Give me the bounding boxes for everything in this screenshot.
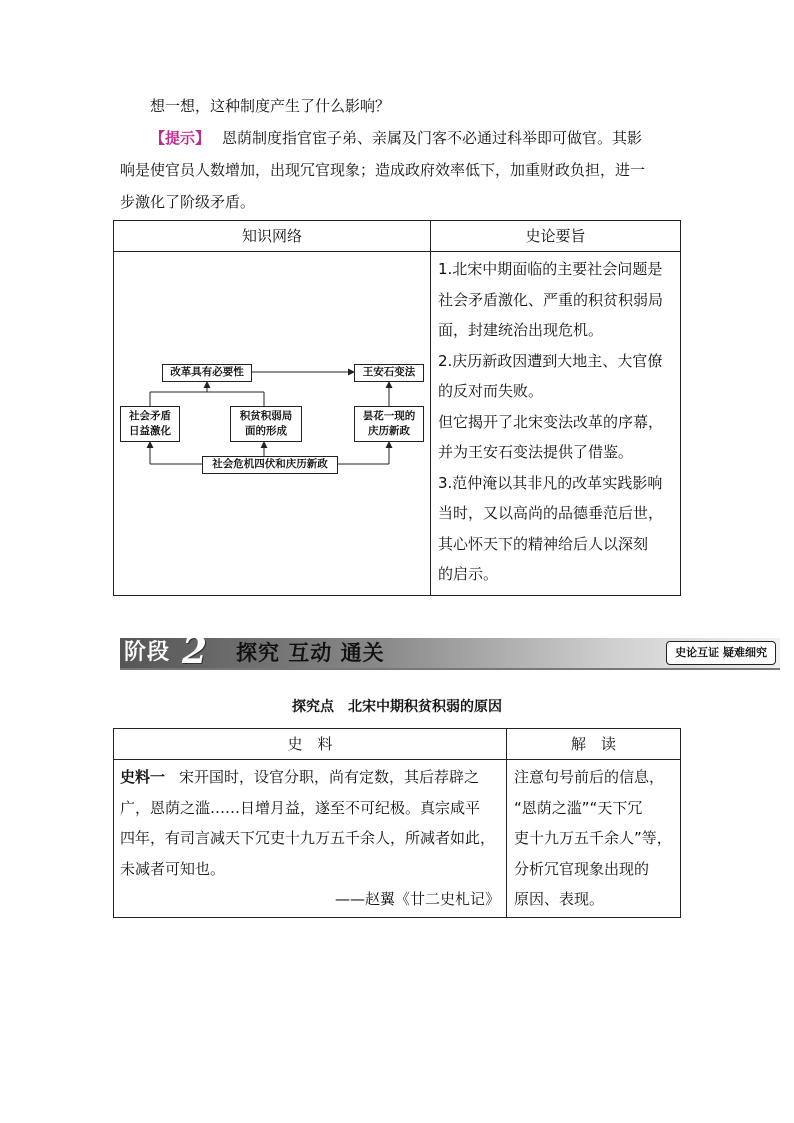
box-reform-necessary: 改革具有必要性	[162, 364, 252, 382]
knowledge-diagram	[114, 252, 430, 595]
box-qingli-reform-line1: 昙花一现的	[362, 410, 416, 422]
box-wang-anshi-reform: 王安石变法	[354, 364, 424, 382]
point-1-line-1: 1.北宋中期面临的主要社会问题是	[438, 260, 663, 278]
box-qingli-reform	[354, 406, 424, 442]
source-label: 史料一	[120, 768, 166, 786]
box-poverty-weakness	[230, 406, 302, 442]
box-social-crisis: 社会危机四伏和庆历新政	[202, 456, 338, 474]
key-points-text	[438, 254, 674, 590]
summary-header-points: 史论要旨	[431, 221, 681, 252]
banner-number: 2	[182, 630, 208, 672]
interpretation-line-4: 分析冗官现象出现的	[514, 859, 650, 878]
point-1-line-3: 面，封建统治出现危机。	[438, 321, 604, 339]
point-2-line-1: 2.庆历新政因遭到大地主、大官僚	[438, 351, 663, 370]
source-line-1	[120, 762, 500, 793]
source-cell	[114, 760, 507, 918]
source-line-2: 广，恩荫之滥……日增月益，遂至不可纪极。真宗咸平	[120, 798, 481, 817]
inquiry-title: 探究点 北宋中期积贫积弱的原因	[292, 699, 502, 715]
point-3-line-2: 当时，又以高尚的品德垂范后世，	[438, 504, 664, 522]
box-qingli-reform-line2: 庆历新政	[368, 425, 410, 437]
knowledge-network-cell	[114, 252, 431, 596]
banner-title: 探究 互动 通关	[236, 640, 385, 665]
hint-text-1: 恩荫制度指官宦子弟、亲属及门客不必通过科举即可做官。其影	[222, 129, 643, 147]
hint-tag: 【提示】	[150, 129, 211, 147]
banner-label: 阶段	[124, 640, 171, 665]
hint-line-2: 响是使官员人数增加，出现冗官现象；造成政府效率低下，加重财政负担，进一	[120, 161, 646, 179]
inquiry-header-interpretation: 解 读	[507, 729, 681, 760]
summary-header-network: 知识网络	[114, 221, 431, 252]
box-poverty-weakness-line1: 积贫积弱局	[239, 410, 293, 422]
summary-table	[113, 220, 681, 596]
source-line-4: 未减者可知也。	[120, 859, 226, 878]
interpretation-line-1: 注意句号前后的信息，	[514, 768, 665, 786]
point-3-line-1: 3.范仲淹以其非凡的改革实践影响	[438, 473, 663, 492]
stage-banner	[120, 630, 780, 672]
source-citation: ——赵翼《廿二史札记》	[334, 890, 500, 908]
interpretation-cell	[507, 760, 681, 918]
box-poverty-weakness-line2: 面的形成	[245, 425, 287, 437]
interpretation-line-2: “恩荫之滥”“天下冗	[514, 798, 643, 817]
point-3-line-4: 的启示。	[438, 565, 499, 583]
question-text: 想一想，这种制度产生了什么影响？	[150, 97, 391, 115]
interpretation-text	[514, 762, 676, 915]
banner-tag: 史论互证 疑难细究	[666, 641, 776, 665]
interpretation-line-5: 原因、表现。	[514, 890, 605, 908]
hint-line-1	[150, 122, 642, 154]
box-social-contradiction-line2: 日益激化	[129, 425, 171, 437]
source-text	[120, 762, 500, 915]
inquiry-header-source: 史 料	[114, 729, 507, 760]
source-line-3: 四年，有司言减天下冗吏十九万五千余人，所减者如此，	[120, 829, 496, 847]
point-1-line-2: 社会矛盾激化、严重的积贫积弱局	[438, 290, 664, 309]
interpretation-line-3: 吏十九万五千余人”等，	[514, 829, 672, 847]
point-2-line-2: 的反对而失败。	[438, 382, 544, 400]
point-2-line-3: 但它揭开了北宋变法改革的序幕，	[438, 412, 664, 431]
box-social-contradiction	[120, 406, 180, 442]
point-2-line-4: 并为王安石变法提供了借鉴。	[438, 443, 634, 461]
banner-underline	[120, 668, 780, 670]
source-line-1-text: 宋开国时，设官分职，尚有定数，其后荐辟之	[179, 768, 480, 786]
hint-line-3: 步激化了阶级矛盾。	[120, 193, 256, 211]
box-social-contradiction-line1: 社会矛盾	[129, 410, 171, 422]
key-points-cell	[431, 252, 681, 596]
inquiry-table	[113, 728, 681, 918]
point-3-line-3: 其心怀天下的精神给后人以深刻	[438, 534, 649, 553]
